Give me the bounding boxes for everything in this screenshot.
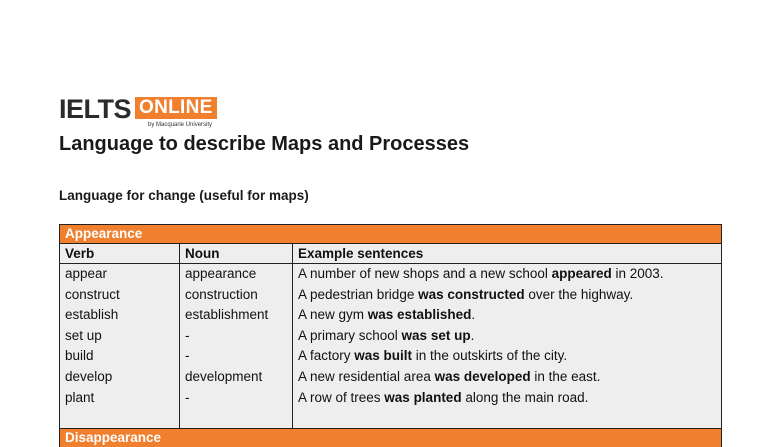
logo-online-badge: ONLINE (135, 97, 217, 119)
example-highlight: was set up (401, 327, 471, 343)
example-text-end: in 2003. (611, 266, 664, 281)
noun-cell: - (185, 327, 190, 343)
logo (59, 96, 217, 122)
example-cell (298, 305, 721, 326)
example-text: A number of new shops and a new school (298, 266, 552, 281)
example-text-end: along the main road. (461, 389, 589, 405)
section-appearance-header: Appearance (60, 225, 721, 244)
section-subtitle: Language for change (useful for maps) (59, 188, 309, 203)
verb-header: Verb (60, 244, 179, 264)
example-text: A new gym (298, 307, 368, 323)
section-disappearance-header: Disappearance (60, 428, 721, 447)
verb-cell: build (65, 348, 94, 364)
example-highlight: was built (354, 348, 413, 364)
example-text: A new residential area (298, 368, 435, 384)
noun-column (180, 244, 293, 428)
example-cell (298, 264, 721, 285)
example-text: A row of trees (298, 389, 385, 405)
verb-cell: develop (65, 368, 113, 384)
example-header: Example sentences (293, 244, 721, 264)
example-cell (298, 285, 721, 306)
example-cell (298, 326, 721, 347)
example-text-end: . (470, 327, 475, 343)
row-spacer (298, 408, 721, 428)
example-cell (298, 346, 721, 367)
noun-cell: - (185, 348, 190, 364)
verb-column (60, 244, 180, 428)
example-text-end: over the highway. (524, 286, 634, 302)
noun-cell: - (185, 389, 190, 405)
example-text-end: . (471, 307, 476, 323)
logo-ielts: IELTS (59, 94, 132, 124)
noun-cell: development (185, 368, 263, 384)
example-text: A factory (298, 348, 355, 364)
verb-cell: set up (65, 327, 102, 343)
example-highlight: was constructed (418, 286, 525, 302)
row-spacer (65, 408, 179, 428)
logo-byline: by Macquarie University (148, 122, 213, 128)
example-column (293, 244, 721, 428)
example-text: A pedestrian bridge (298, 286, 419, 302)
example-highlight: appeared (551, 266, 612, 281)
example-highlight: was developed (434, 368, 531, 384)
noun-header: Noun (180, 244, 292, 264)
verb-cell: plant (65, 389, 95, 405)
example-highlight: was established (367, 307, 472, 323)
table-body (60, 244, 721, 428)
vocabulary-table (59, 224, 722, 447)
verb-cell: appear (65, 266, 108, 281)
example-text-end: in the outskirts of the city. (412, 348, 568, 364)
noun-cell: establishment (185, 307, 269, 323)
verb-cell: establish (65, 307, 119, 323)
noun-cell: construction (185, 286, 258, 302)
example-cell (298, 388, 721, 409)
verb-cell: construct (65, 286, 120, 302)
example-cell (298, 367, 721, 388)
example-text-end: in the east. (530, 368, 601, 384)
example-highlight: was planted (384, 389, 462, 405)
noun-cell: appearance (185, 266, 257, 281)
example-text: A primary school (298, 327, 402, 343)
row-spacer (185, 408, 292, 428)
page-title: Language to describe Maps and Processes (59, 133, 470, 155)
